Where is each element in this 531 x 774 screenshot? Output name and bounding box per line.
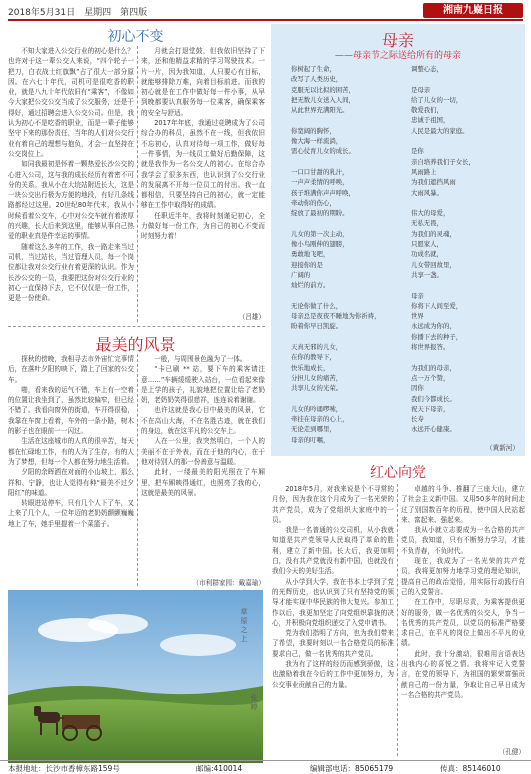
paragraph: 现在，我成为了一名光荣的共产党员，我将更加努力地学习党的理论知识，提高自己的政治觉悟，用实际行动践行自己的入党誓言。 (401, 557, 525, 596)
poem-byline: （黄新河） (486, 444, 519, 452)
paragraph: 月就会打退堂鼓，但我依旧坚持了下来，还和他精益求精的学习驾驶技术。一片一片，因为我知道，人只要心有目标，就能够排除万难，向着目标前进。而我的初心就是在工作中做好每一件小事，从早到晚都要认真服务每一位乘客，确保乘客的安全与舒适。 (141, 47, 265, 117)
footer-phone: 编辑部电话：85065179 (310, 764, 394, 773)
poem-panel (271, 24, 525, 456)
article-title-chuxin: 初心不变 (107, 29, 164, 45)
paragraph: 生活在这座城市的人真的很辛苦，每天都在忙碌地工作，有的人为了生存，有的人为了梦想，但每一个人都在努力地生活着。 (8, 437, 134, 466)
paragraph: 探秋的傍晚，我相寻去市外宙忙完事情后，在落叶夕阳的映下，踏上了回家的公交车。 (8, 355, 134, 384)
poem-subtitle: ——母亲节之际送给所有的母亲 (334, 51, 461, 61)
article-hongxin-byline: （孔健） (498, 748, 525, 756)
poem-title: 母亲 (381, 31, 414, 50)
photo-credit: 张婷 (250, 694, 258, 712)
paragraph: 我从小就立志要成为一名合格的共产党员，我知道，只有不断努力学习，才能不负青春，不负时代。 (401, 526, 525, 555)
grassland-illustration (8, 590, 263, 763)
column-divider (137, 354, 138, 586)
paragraph: 任职近半年，我将时刻谨记初心，全力做好每一份工作，为自己的初心不变而时刻努力着！ (141, 211, 265, 241)
paragraph: 2017年年底，我通过竞聘成为了公司综合办的科员，虽然不在一线，但我依旧不忘初心，认真对待每一项工作，做好每一件事情，为一线员工做好后勤保障，这就是我作为一名公交人的初心。在综合办我学会了很多东西，也认识到了公交行业的发展离不开每一位员工的付出。我一直都相信，只要坚持自己的初心，就一定能够在工作中取得好的成绩。 (141, 119, 265, 210)
paragraph: 如同我最初是怀着一颗热爱长沙公交的心进入公司，这与我的成长经历有着密不可分的关系。我从小在大垸站附近长大，这是一块公交出行极为方便的地段，有好几条线路都经过这里。20世纪80年代末，我从小时候看着公交车，心中对公交车就有着浓厚的兴趣，长大后来到这里，能够从事自己热爱的职业真是件幸运的事情。 (8, 160, 134, 241)
article-fengjing-col2 (141, 354, 265, 574)
poem-col1: 你树起了生命， 改写了人类历史， 克服无以比拟的困苦， 把无数儿女送入人间， 从此世界充满阳光。 你宽阔的胸怀， 像大海一样流淌， 需心仗育儿女的成长。 一口口甘甜的乳汁， 一声声柔情的呼唤， 孩子堆满你声声呼唤， 牵动你的伤心， 绽放了最初的期盼。 儿女的第一次主动， 像小鸟刚伸的翅膀， 勇敢地飞吧， 迎接你的是 广阔的 灿烂的前方。 无论你做了什么， 母亲总是夜夜不睡地为你祈祷， 盼着你早日凯旋。 天真无邪的儿女， 在你的教导下， 快乐地成长， 分担儿女的痛苦， 共享儿女的光荣。 儿女的吟诵啰嗦， 牵挂在母亲的心上， 无论走到哪里， 母亲的叮嘱， (291, 65, 381, 444)
paragraph: 也许这就是我心目中最美的风景，它不在高山大海，不在名胜古迹，就在我们的身边，就在这平凡的公交车上。 (141, 406, 265, 436)
poem-col2: 调整心态， 是母亲 给了儿女的一切， 敬爱我们， 忠诚于祖国， 人民是最大的家庭。 是你 亲自培养我们子女长， 风雨路上 为我们遮挡风雨 大雨风暴。 伟大的母爱， 无私无畏， 为我们的灵魂， 只愿家人， 功成名就， 儿女带回故里， 共享一盏。 母亲 你将下人间至爱， 世界 永远成为你的， 你播下去的种子， 将世界报答。 为我们的母亲， 点一万个赞， 因你 我们今都成长。 祝天下母亲， 长寿 永远开心健康。 (411, 65, 475, 434)
grassland-photo (8, 590, 263, 763)
paragraph: 2018年5月，对我来说是个不寻常的月份，因为我在这个月成为了一名光荣的共产党员，成为了党组织大家庭中的一员。 (272, 485, 394, 524)
article-chuxin-byline: （吕雄） (238, 313, 265, 321)
paragraph: 在工作中，尽职尽责，为乘客提供更好的服务，做一名优秀的公交人，争当一名优秀的共产党员，以党员的标准严格要求自己，在平凡的岗位上做出不平凡的业绩。 (401, 598, 525, 648)
paragraph: “卡已刷 ** 站，要下车的乘客请注意……”车辆缓缓驶入站台，一位看起来像是上学的孩子，礼貌地把位置让给了老奶奶，老奶奶笑得很慈祥，连连说着谢谢。 (141, 365, 265, 405)
section-divider (8, 326, 265, 327)
column-divider (137, 46, 138, 322)
page-header (0, 0, 531, 22)
article-title-fengjing: 最美的风景 (95, 335, 176, 354)
article-hongxin-col1 (272, 484, 394, 756)
issue-date: 2018年5月31日 星期四 第四版 (8, 8, 148, 18)
article-chuxin-col2 (141, 46, 265, 308)
article-fengjing-byline: （市利群家园：戴嘉瑜） (192, 579, 265, 587)
page-footer (0, 760, 531, 774)
article-chuxin-col1 (8, 46, 134, 322)
article-fengjing-col1 (8, 354, 134, 586)
article-hongxin-col2 (401, 484, 525, 744)
paragraph: 卓越的斗争、推翻了三座大山，建立了社会主义新中国。又用50多年的时间走过了别国数百年的历程，使中国人民站起来、富起来、强起来。 (401, 485, 525, 524)
footer-postcode: 邮编:410014 (196, 764, 243, 773)
paragraph: 人在一公里，我突然明白，一个人的美丽不在于外表，而在于他的内心，在于他对待别人的那一份善意与温暖。 (141, 437, 265, 466)
paragraph: 夕阳的余晖洒在对面的小山坡上，那么祥和、宁静，也让人觉得有种“最美不过夕阳红”的味道。 (8, 468, 134, 497)
paragraph: 此时，我十分激动，很难用言语表达出我内心的喜悦之情。我将牢记入党誓言，在党的领导下，为祖国的繁荣富强贡献自己的一份力量，争取让自己早日成为一名合格的共产党员。 (401, 649, 525, 699)
paragraph: 啪，看来我的运气不错，车上有一空着的位置让我坐到了，虽然比较偏窄，但已经不错了。我看向窗外的街道，车开得很稳，我靠在车窗上看着，车外的一条小路，树木的影子也在眼前一一闪过。 (8, 385, 134, 436)
footer-address: 本报地址：长沙市香樟东路159号 (8, 764, 120, 773)
paragraph: 此时，一缕最美的阳光照在了车厢里，把车厢映得通红，也照亮了我的心，这就是最美的风景。 (141, 468, 265, 497)
photo-title: 草原之上 (240, 608, 248, 644)
paragraph: 不知大家进入公交行业的初心是什么？也许对于这一辈公交人来说，“四个轮子一把刀，白衣战士红旗飘”占了很大一部分原因。在六七十年代，司机可是很吃香的职业，就是八九十年代依旧有“乘客”，不像如今大家把公交公交当成了公交服务，还是干得好，通过招聘会进入公交公司。但是，我认为初心不是吃香的职业，而是一辈子能够坚守下来的那份责任，当年的人们对公交行业有着自己的理想与抱负，才会一直坚持在公交岗位上。 (8, 47, 134, 158)
paragraph: 我是一名普通的公交司机，从小我就知道是共产党领导人民取得了革命的胜利，建立了新中国。长大后，我更加明白，没有共产党就没有新中国，也就没有我们今天的美好生活。 (272, 526, 394, 576)
footer-fax: 传真：85146010 (440, 764, 501, 773)
header-rule (8, 19, 523, 21)
paragraph: 我为有了这样的经历而感到骄傲，这也激励着我在今后的工作中更加努力，为公交事业贡献自己的力量。 (272, 660, 394, 689)
paragraph: 从小学到大学，我在书本上学到了党的光辉历史，也认识到了只有坚持党的领导才能实现中华民族的伟大复兴。参加工作以后，我更加坚定了向党组织靠拢的决心，并积极向党组织递交了入党申请书。 (272, 577, 394, 627)
paragraph: 随着这么多年的工作，我一路走来当过司机，当过站长，当过管理人员，每一个岗位都让我对公交行业有着更深的认识。作为长沙公交的一员，我要把这份对公交行业的初心一直保持下去，它不仅仅是一份工作，更是一份使命。 (8, 242, 134, 303)
paragraph: 党为我们指明了方向，也为我们带来了希望，我要时刻以一名合格党员的标准要求自己，做一名优秀的共产党员。 (272, 629, 394, 658)
paragraph: 一般，与周围景色融为了一体。 (154, 355, 247, 363)
paragraph: 转眼进站停车，只有几个人下了车，又上来了几个人，一位年迈的老奶奶颤颤巍巍地上了车，她手里提着一个菜篮子。 (8, 499, 134, 528)
column-divider (397, 484, 398, 756)
article-title-hongxin: 红心向党 (370, 465, 426, 481)
masthead-logo: 湘南九嶷日报 (423, 3, 523, 18)
